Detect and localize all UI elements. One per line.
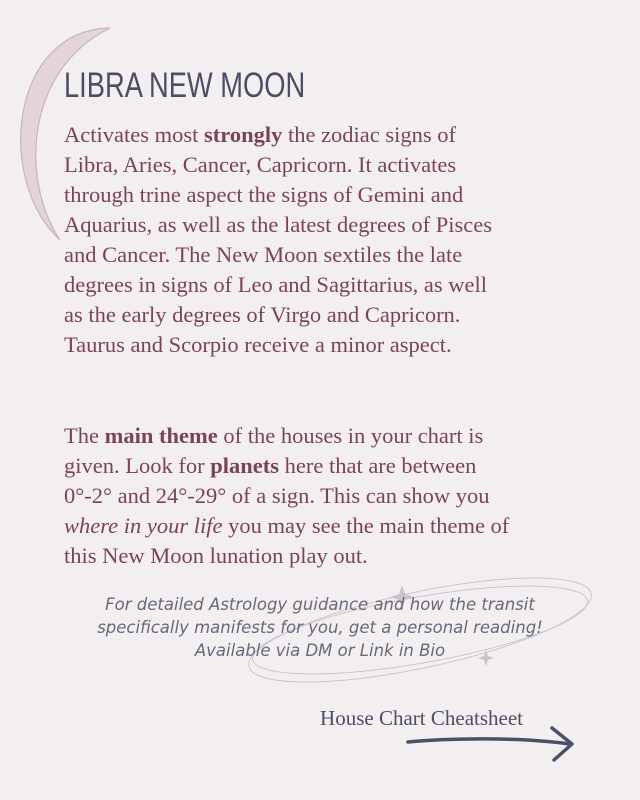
text-line: this New Moon lunation play out. (64, 543, 368, 568)
emphasis-text: planets (210, 453, 279, 478)
text-line: Taurus and Scorpio receive a minor aspect. (64, 332, 452, 357)
text-line: and Cancer. The New Moon sextiles the late (64, 242, 463, 267)
reading-promo (40, 593, 600, 662)
promo-line: Available via DM or Link in Bio (194, 641, 446, 660)
emphasis-text: strongly (203, 122, 283, 147)
houses-paragraph (64, 421, 584, 571)
text-line: Aquarius, as well as the latest degrees of Pisces (64, 212, 493, 237)
text-line: degrees in signs of Leo and Sagittarius, as well (64, 272, 488, 297)
text-line: where in your life you may see the main theme of (64, 513, 510, 538)
arrow-right-icon (408, 728, 572, 760)
text-line: Activates most strongly the zodiac signs of (64, 122, 457, 147)
signs-paragraph (64, 120, 584, 360)
text-line: The main theme of the houses in your chart is (64, 423, 484, 448)
promo-line: specifically manifests for you, get a personal reading! (97, 618, 543, 637)
text-line: Libra, Aries, Cancer, Capricorn. It activates (64, 152, 457, 177)
text-line: as the early degrees of Virgo and Capricorn. (64, 302, 461, 327)
italic-text: where in your life (64, 513, 223, 538)
promo-line: For detailed Astrology guidance and how the transit (105, 595, 535, 614)
page-title: LIBRA NEW MOON (64, 66, 306, 105)
text-line: through trine aspect the signs of Gemini and (64, 182, 464, 207)
text-line: 0°-2° and 24°-29° of a sign. This can show you (64, 483, 490, 508)
cheatsheet-link[interactable]: House Chart Cheatsheet (320, 706, 523, 730)
emphasis-text: main theme (104, 423, 218, 448)
text-line: given. Look for planets here that are between (64, 453, 477, 478)
